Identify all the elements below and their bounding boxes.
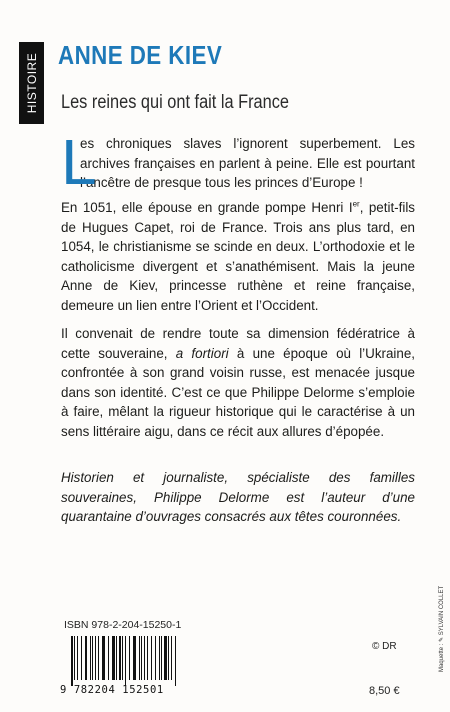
paragraph-marriage-start: En 1051, elle épouse en grande pompe Henri I (61, 200, 353, 215)
paragraph-purpose-start: Il convenait de rendre toute sa dimension fédératrice à cette souveraine, (61, 326, 415, 361)
price-label: 8,50 € (369, 685, 400, 697)
intro-paragraph (61, 126, 415, 198)
series-subtitle: Les reines qui ont fait la France (61, 92, 289, 113)
author-bio: Historien et journaliste, spécialiste des familles souveraines, Philippe Delorme est l’auteur d’une quarantaine d’ouvrages consacrés aux têtes couronnées. (61, 470, 415, 524)
photo-credit: © DR (372, 641, 397, 652)
paragraph-marriage (61, 198, 415, 315)
book-title: ANNE DE KIEV (58, 40, 223, 70)
paragraph-purpose (61, 324, 415, 441)
barcode-icon (70, 636, 180, 686)
design-credit: Maquette : ✎ SYLVAIN COLLET (439, 585, 445, 672)
category-tab (19, 42, 44, 124)
isbn-label: ISBN 978-2-204-15250-1 (64, 619, 182, 631)
dropcap: L (61, 126, 97, 198)
paragraph-purpose-rest: à une époque où l’Ukraine, confrontée à son grand voisin russe, est menacée jusque dans son identité. C’est ce que Philippe Delorme s’emploie à faire, mêlant la rigueur historique qui le caractérise à un sens littéraire aigu, dans ce récit aux allures d’épopée. (61, 345, 416, 439)
superscript-er: er (352, 199, 360, 209)
paragraph-marriage-rest: , petit-fils de Hugues Capet, roi de France. Trois ans plus tard, en 1054, le christianisme se scinde en deux. L’orthodoxie et le catholicisme divergent et s’anathémisent. Mais la jeune Anne de Kiev, princesse ruthène et reine française, demeure un lien entre l’Orient et l’Occident. (61, 200, 415, 313)
category-label: HISTOIRE (24, 52, 39, 114)
barcode-number: 9 782204 152501 (60, 684, 164, 696)
paragraph-purpose-italic: a fortiori (175, 345, 229, 361)
barcode-block (60, 636, 186, 700)
intro-text: es chroniques slaves l’ignorent superbement. Les archives françaises en parlent à peine. Elle est pourtant l’ancêtre de presque tous les princes d’Europe ! (80, 136, 415, 190)
